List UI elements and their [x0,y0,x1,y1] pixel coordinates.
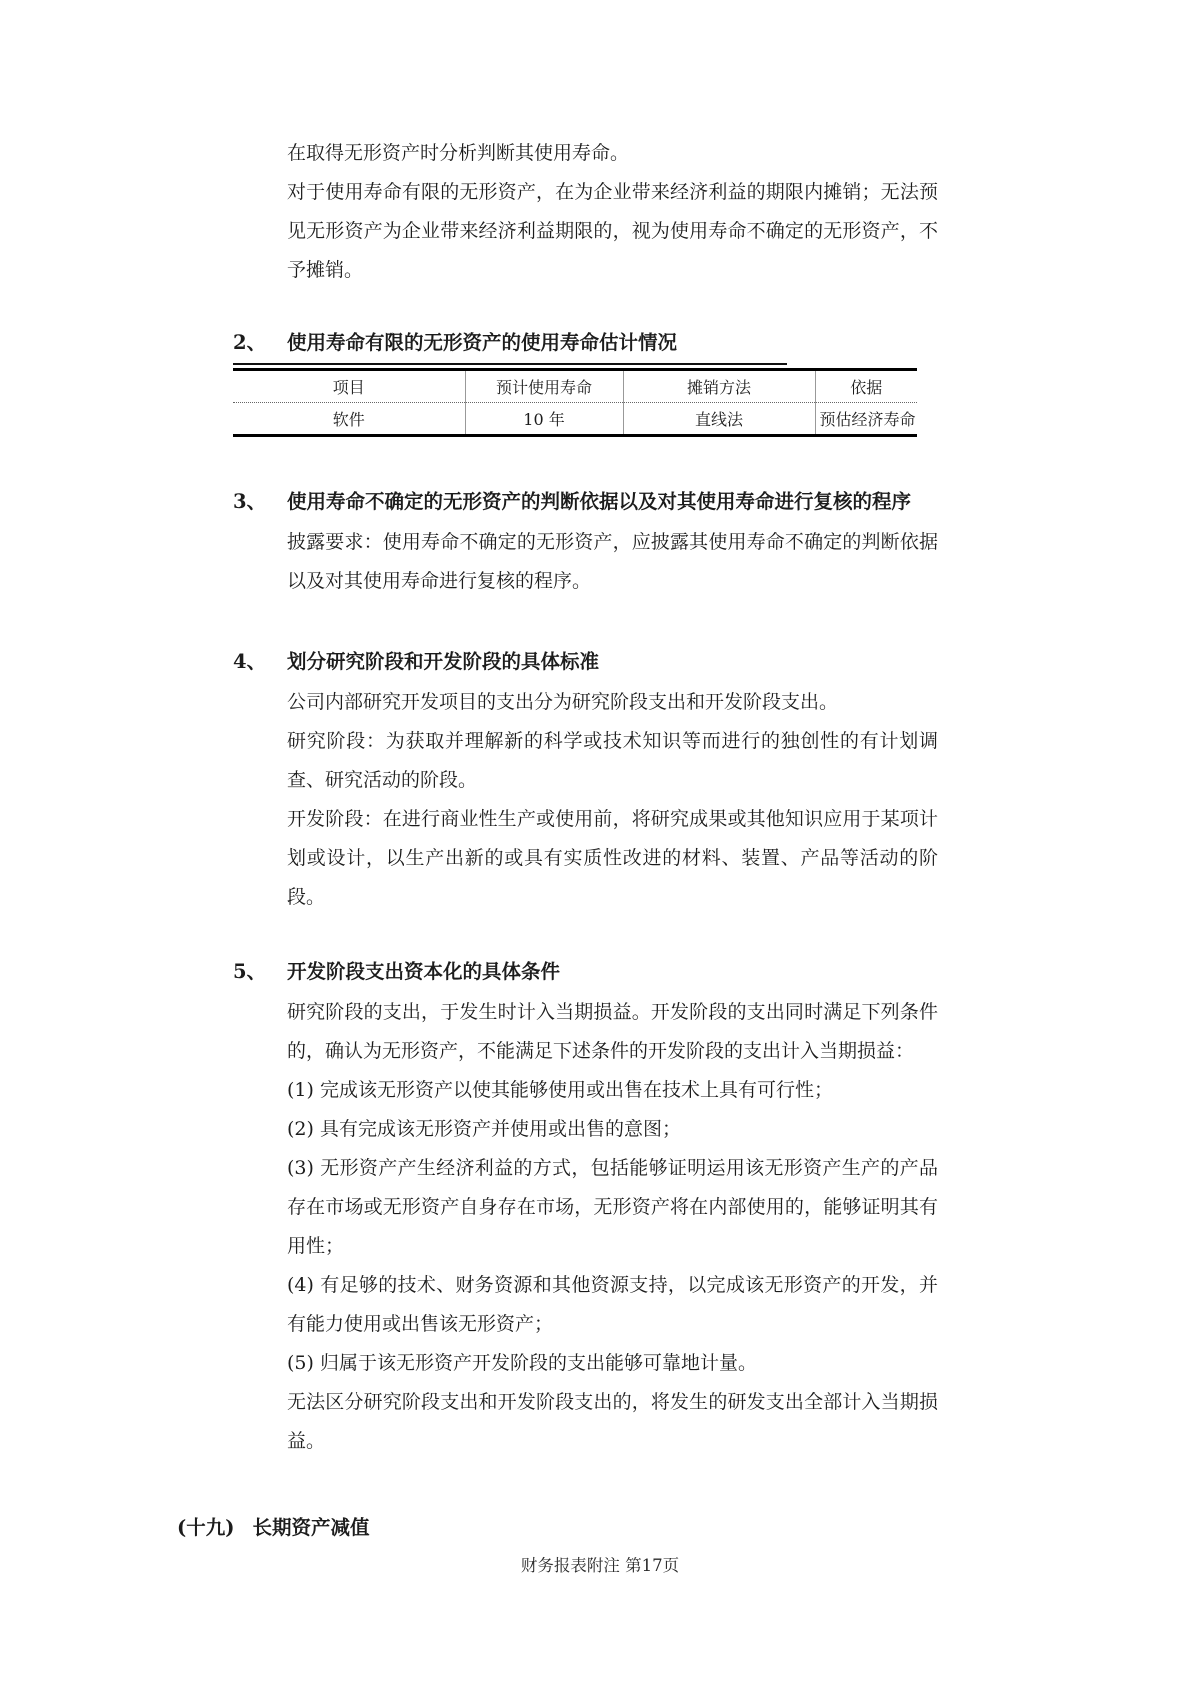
capitalization-condition-item-5: (5) 归属于该无形资产开发阶段的支出能够可靠地计量。 [287,1352,757,1374]
section-5-heading [233,957,941,987]
section-19-title: 长期资产减值 [252,1516,370,1539]
section-5-number: 5、 [233,960,267,983]
section-4-paragraph-1: 公司内部研究开发项目的支出分为研究阶段支出和开发阶段支出。 [287,691,839,713]
table-header-amortization-method: 摊销方法 [623,370,815,403]
table-cell-expected-life: 10 年 [465,403,623,436]
intro-paragraph-1: 在取得无形资产时分析判断其使用寿命。 [287,142,630,164]
table-header-item: 项目 [233,370,465,403]
table-row [233,403,917,436]
page-content [177,134,941,1543]
table-cell-basis: 预估经济寿命 [819,410,916,429]
section-2-number: 2、 [233,331,267,354]
useful-life-table [233,368,917,437]
section-2-title: 使用寿命有限的无形资产的使用寿命估计情况 [287,331,678,354]
section-4-paragraph-2: 研究阶段：为获取并理解新的科学或技术知识等而进行的独创性的有计划调查、研究活动的阶段。 [287,730,938,791]
section-3-title: 使用寿命不确定的无形资产的判断依据以及对其使用寿命进行复核的程序 [287,490,912,513]
section-4-number: 4、 [233,650,267,673]
capitalization-condition-item-2: (2) 具有完成该无形资产并使用或出售的意图； [287,1118,681,1140]
section-4-heading [233,647,941,677]
capitalization-condition-item-1: (1) 完成该无形资产以使其能够使用或出售在技术上具有可行性； [287,1079,833,1101]
section-19-number: (十九) [177,1516,235,1539]
section-19-heading [177,1513,941,1543]
section-5-title: 开发阶段支出资本化的具体条件 [287,960,561,983]
section-2-heading [233,328,787,365]
section-3-body: 披露要求：使用寿命不确定的无形资产，应披露其使用寿命不确定的判断依据以及对其使用寿命进行复核的程序。 [287,531,938,592]
table-cell-item: 软件 [233,403,465,436]
section-4-title: 划分研究阶段和开发阶段的具体标准 [287,650,600,673]
page-footer: 财务报表附注 第17页 [520,1556,680,1575]
section-5-paragraph-1: 研究阶段的支出，于发生时计入当期损益。开发阶段的支出同时满足下列条件的，确认为无形资产，不能满足下述条件的开发阶段的支出计入当期损益： [287,1001,938,1062]
section-5-paragraph-2: 无法区分研究阶段支出和开发阶段支出的，将发生的研发支出全部计入当期损益。 [287,1391,938,1452]
section-4-paragraph-3: 开发阶段：在进行商业性生产或使用前，将研究成果或其他知识应用于某项计划或设计，以生产出新的或具有实质性改进的材料、装置、产品等活动的阶段。 [287,808,938,908]
capitalization-condition-item-3: (3) 无形资产产生经济利益的方式，包括能够证明运用该无形资产生产的产品存在市场或无形资产自身存在市场，无形资产将在内部使用的，能够证明其有用性； [287,1157,938,1257]
table-header-basis: 依据 [850,378,883,397]
intro-paragraph-2: 对于使用寿命有限的无形资产，在为企业带来经济利益的期限内摊销；无法预见无形资产为企业带来经济利益期限的，视为使用寿命不确定的无形资产，不予摊销。 [287,181,938,281]
table-cell-amortization-method: 直线法 [623,403,815,436]
capitalization-condition-item-4: (4) 有足够的技术、财务资源和其他资源支持，以完成该无形资产的开发，并有能力使用或出售该无形资产； [287,1274,938,1335]
table-header-expected-life: 预计使用寿命 [465,370,623,403]
table-header-row [233,370,917,403]
section-3-number: 3、 [233,490,267,513]
section-3-heading [233,487,941,517]
